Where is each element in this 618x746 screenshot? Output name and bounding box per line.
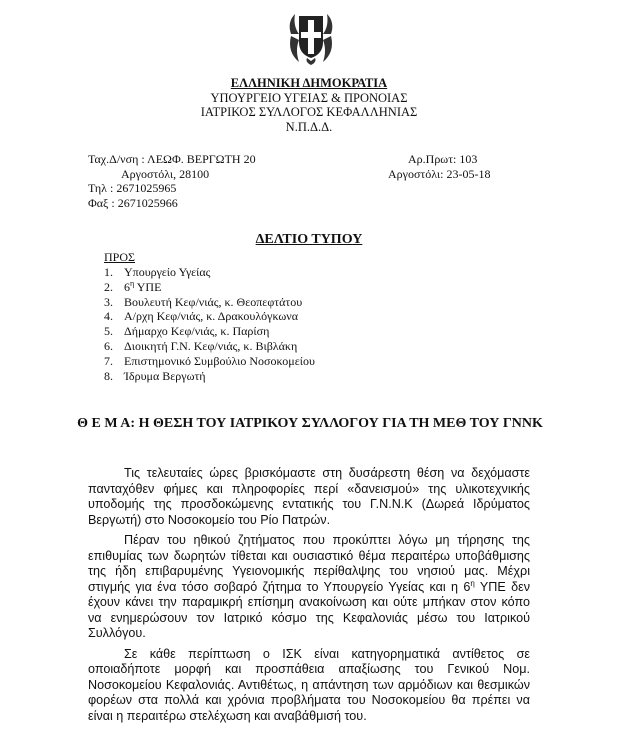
recipient-name: Επιστημονικό Συμβούλιο Νοσοκομείου xyxy=(124,353,315,368)
letterhead-ministry: ΥΠΟΥΡΓΕΙΟ ΥΓΕΙΑΣ & ΠΡΟΝΟΙΑΣ xyxy=(210,90,408,105)
list-number: 3. xyxy=(104,294,113,309)
list-item xyxy=(104,339,315,354)
protocol-number: Αρ.Πρωτ: 103 xyxy=(408,152,478,166)
contact-phone: Τηλ : 2671025965 xyxy=(88,181,177,195)
recipient-name: Ίδρυμα Βεργωτή xyxy=(124,368,206,383)
reference-block xyxy=(388,152,490,181)
list-item xyxy=(104,324,315,339)
recipient-name: Διοικητή Γ.Ν. Κεφ/νιάς, κ. Βιβλάκη xyxy=(124,338,298,353)
body-paragraph: Τις τελευταίες ώρες βρισκόμαστε στη δυσάρεστη θέση να δεχόμαστε πανταχόθεν φήμες και πληροφορίες περί «δανεισμού» της υλικοτεχνικής υποδομής της προσδοκώμενης εντατικής του Γ.Ν.Ν.Κ (Δωρεά Ιδρύματος Βεργωτή) στο Νοσοκομείο του Ρίο Πατρών. xyxy=(88,466,530,527)
recipient-name: Βουλευτή Κεφ/νιάς, κ. Θεοπεφτάτου xyxy=(124,294,303,309)
document-date: Αργοστόλι: 23-05-18 xyxy=(388,166,491,181)
body-paragraph: Σε κάθε περίπτωση ο ΙΣΚ είναι κατηγορηματικά αντίθετος σε οποιαδήποτε μορφή και προσπάθεια απαξίωσης του Γενικού Νομ. Νοσοκομείου Κεφαλονιάς. Αντιθέτως, η απάντηση των αρμόδιων και θεσμικών φορέων στα πολλά και χρόνια προβλήματα του Νοσοκομείου θα πρέπει να είναι η περαιτέρω στελέχωση και αναβάθμισή του. xyxy=(88,646,530,723)
body-paragraph: Πέραν του ηθικού ζητήματος που προκύπτει λόγω μη τήρησης της επιθυμίας των δωρητών τίθεται και ουσιαστικό θέμα περαιτέρω υποβάθμισης της ήδη επιβαρυμένης Υγειονομικής περίθαλψης του νησιού μας. Μέχρι στιγμής για ένα τόσο σοβαρό ζήτημα το Υπουργείο Υγείας και η $6^\eta$ ΥΠΕ δεν έχουν κάνει την παραμικρή επίσημη ανακοίνωση και ούτε μπήκαν στον κόπο να ενημερώσουν τον Ιατρικό κόσμο της Κεφαλονιάς μέσω του Ιατρικού Συλλόγου. xyxy=(88,533,530,640)
letterhead-association: ΙΑΤΡΙΚΟΣ ΣΥΛΛΟΓΟΣ ΚΕΦΑΛΛΗΝΙΑΣ xyxy=(200,105,418,119)
list-number: 4. xyxy=(104,309,113,324)
press-release-body xyxy=(88,466,530,729)
recipient-name: Α/ρχη Κεφ/νιάς, κ. Δρακουλόγκωνα xyxy=(124,309,299,324)
letterhead xyxy=(0,76,618,134)
recipient-name: Υπουργείο Υγείας xyxy=(124,265,211,279)
contact-city: Αργοστόλι, 28100 xyxy=(121,166,210,181)
list-number: 2. xyxy=(104,279,113,294)
list-item xyxy=(104,309,315,324)
list-item xyxy=(104,280,315,295)
letterhead-republic: ΕΛΛΗΝΙΚΗ ΔΗΜΟΚΡΑΤΙΑ xyxy=(230,76,388,90)
recipient-name: Δήμαρχο Κεφ/νιάς, κ. Παρίση xyxy=(124,324,270,339)
list-item xyxy=(104,369,315,384)
list-number: 7. xyxy=(104,353,113,368)
contact-address: Ταχ.Δ/νση : ΛΕΩΦ. ΒΕΡΓΩΤΗ 20 xyxy=(88,152,256,166)
list-item xyxy=(104,354,315,369)
recipients-heading: ΠΡΟΣ xyxy=(104,250,135,264)
list-number: 8. xyxy=(104,368,113,383)
document-title: ΔΕΛΤΙΟ ΤΥΠΟΥ xyxy=(255,232,363,247)
letterhead-legal-status: Ν.Π.Δ.Δ. xyxy=(285,119,333,134)
list-item xyxy=(104,295,315,310)
contact-fax: Φαξ : 2671025966 xyxy=(88,195,178,210)
list-number: 6. xyxy=(104,338,113,353)
list-number: 5. xyxy=(104,324,113,339)
recipient-name: $6^\eta$ ΥΠΕ xyxy=(124,278,162,294)
list-item xyxy=(104,265,315,280)
contact-block xyxy=(88,152,256,210)
subject-heading: Θ Ε Μ Α: Η ΘΕΣΗ ΤΟΥ ΙΑΤΡΙΚΟΥ ΣΥΛΛΟΓΟΥ ΓΙΑ ΤΗ ΜΕΘ ΤΟΥ ΓΝΝΚ xyxy=(77,416,543,431)
list-number: 1. xyxy=(104,265,113,279)
greek-coat-of-arms-emblem xyxy=(285,8,337,68)
recipients-list xyxy=(104,265,315,383)
